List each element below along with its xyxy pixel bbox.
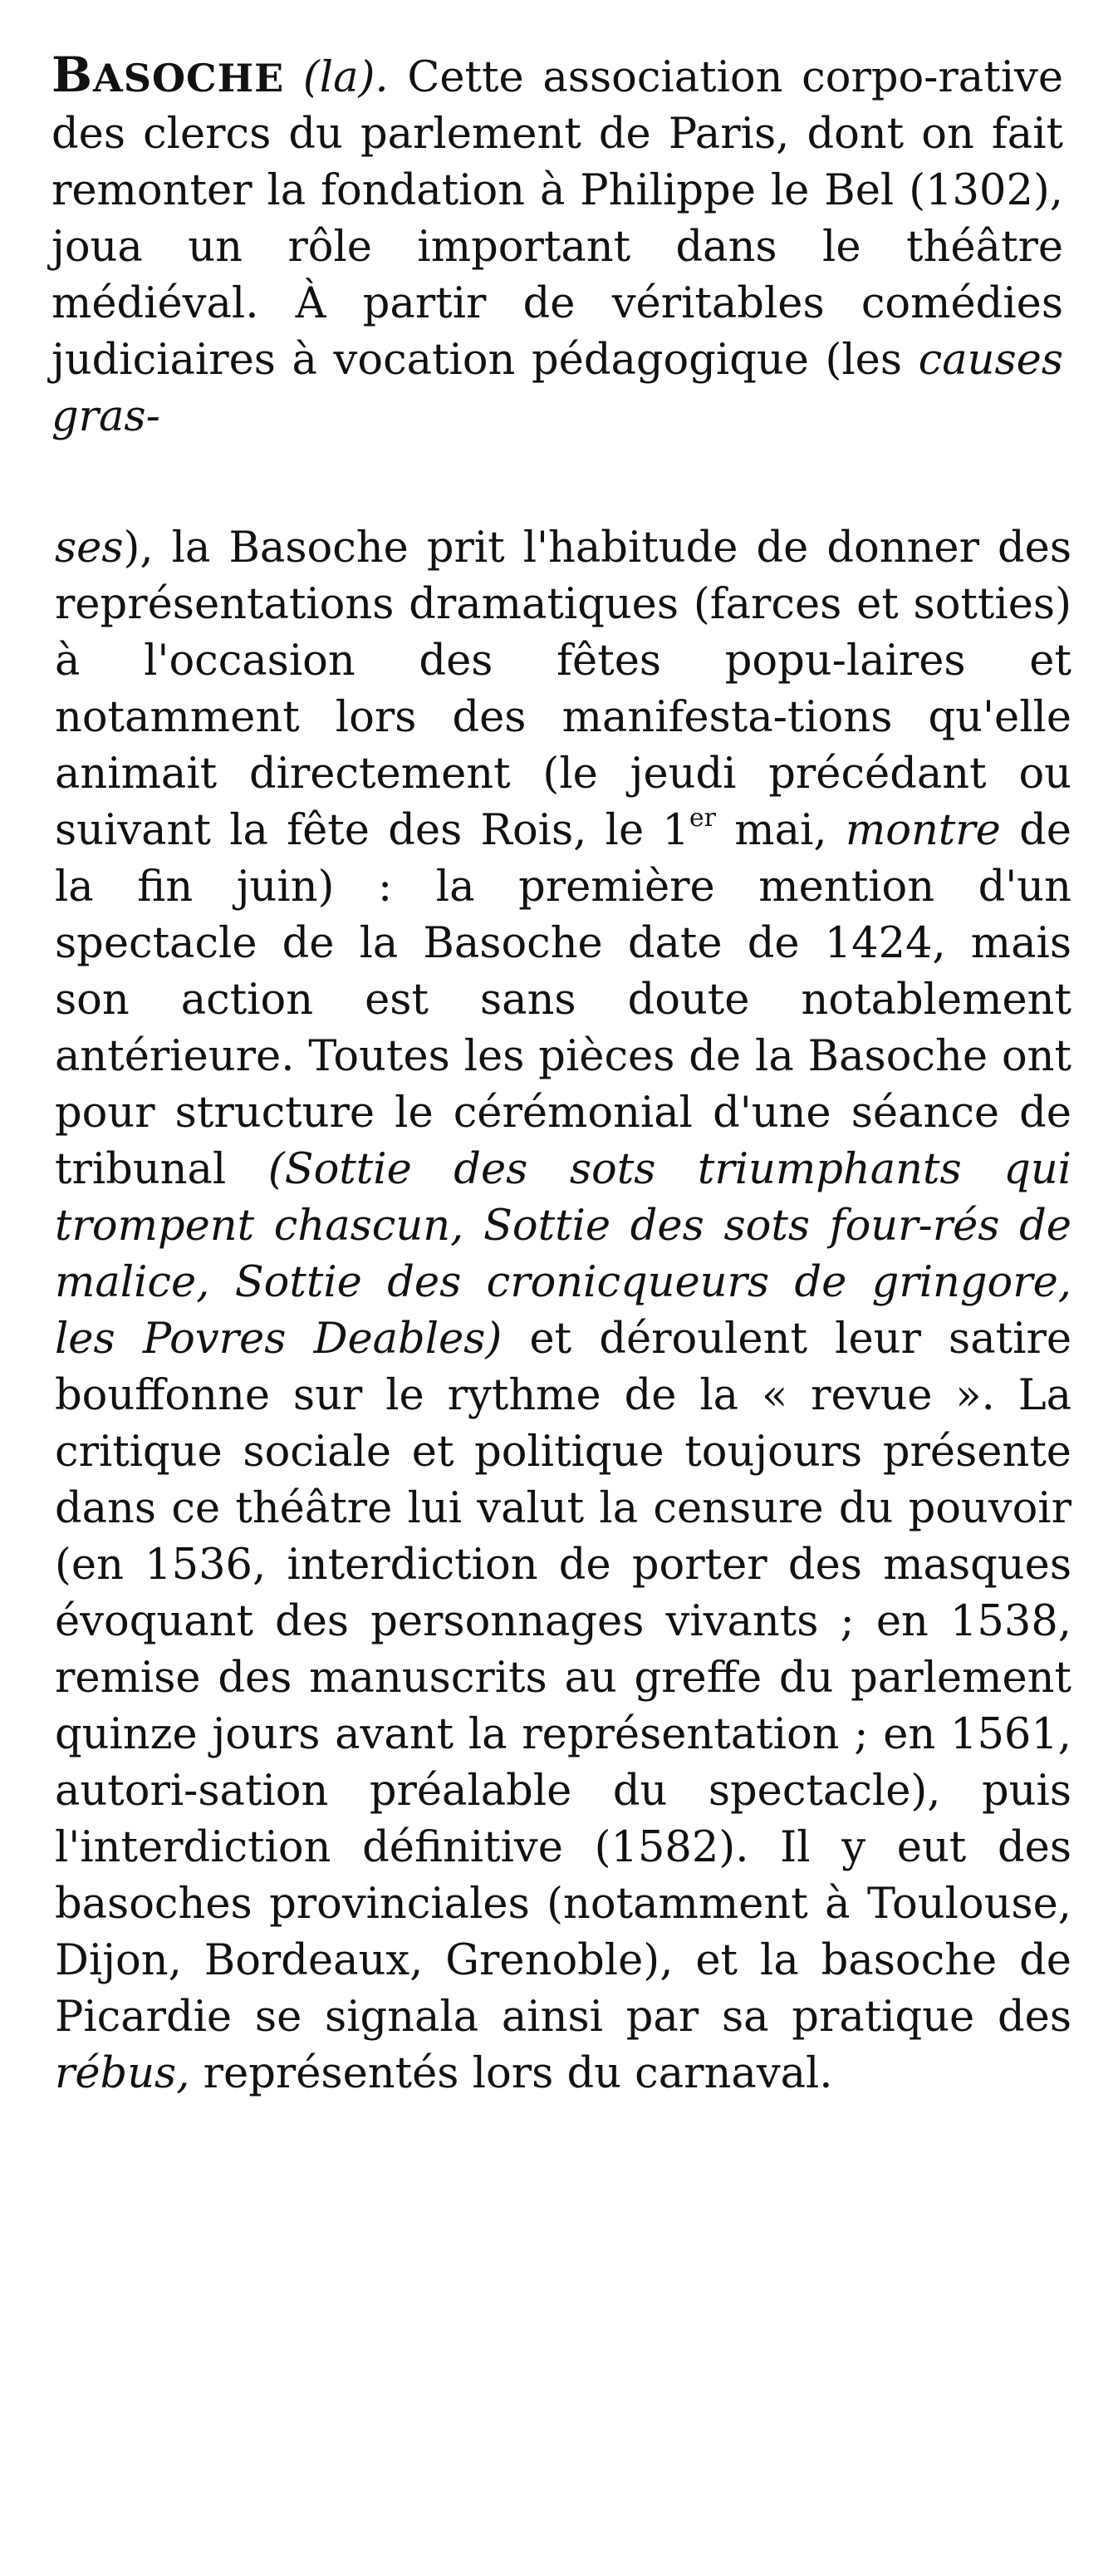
entry-italic-term: ses (55, 524, 124, 573)
entry-text: et déroulent leur satire bouffonne sur le rythme de la « revue ». La critique sociale et politique toujours présente dans ce théâtre lui valut la censure du pouvoir (en 1536, interdiction de porter des masques évoquant des personnages vivants ; en 1538, remise des manuscrits au greffe du parlement quinze jours avant la représentation ; en 1561, autori-sation préalable du spectacle), puis l'interdiction définitive (1582). Il y eut des basoches provinciales (notamment à Toulouse, Dijon, Bordeaux, Grenoble), et la basoche de Picardie se signala ainsi par sa pratique des (55, 1315, 1072, 2042)
entry-headword-article: (la). (302, 53, 389, 102)
entry-text: de la fin juin) : la première mention d'un spectacle de la Basoche date de 1424, mais son action est sans doute notablement antérieure. Toutes les pièces de la Basoche ont pour structure le cérémonial d'une séance de tribunal (55, 806, 1071, 1194)
entry-text: ), la Basoche prit l'habitude de donner des représentations dramatiques (farces et sotties) à l'occasion des fêtes popu-laires et notamment lors des manifesta-tions qu'elle animait directement (le jeudi précédant ou suivant la fête des Rois, le 1 (55, 524, 1071, 855)
entry-headword: BASOCHE (51, 47, 285, 103)
entry-paragraph-2 (55, 520, 1071, 2102)
entry-text: Cette association corpo-rative des clercs du parlement de Paris, dont on fait remonter la fondation à Philippe le Bel (1302), joua un rôle important dans le théâtre médiéval. À partir de véritables comédies judiciaires à vocation pédagogique (les (51, 53, 1064, 385)
ordinal-superscript: er (689, 804, 716, 833)
entry-italic-term: causes gras- (51, 336, 1063, 441)
entry-italic-term: montre (845, 806, 1001, 855)
entry-italic-titles: (Sottie des sots triumphants qui trompent chascun, Sottie des sots four-rés de malice, Sottie des cronicqueurs de gringore, les Povres Deables) (55, 1145, 1071, 1364)
entry-text: mai, (716, 806, 846, 855)
entry-paragraph-1 (51, 47, 1063, 445)
entry-text: représentés lors du carnaval. (189, 2049, 833, 2098)
entry-italic-term: rébus, (55, 2049, 190, 2098)
